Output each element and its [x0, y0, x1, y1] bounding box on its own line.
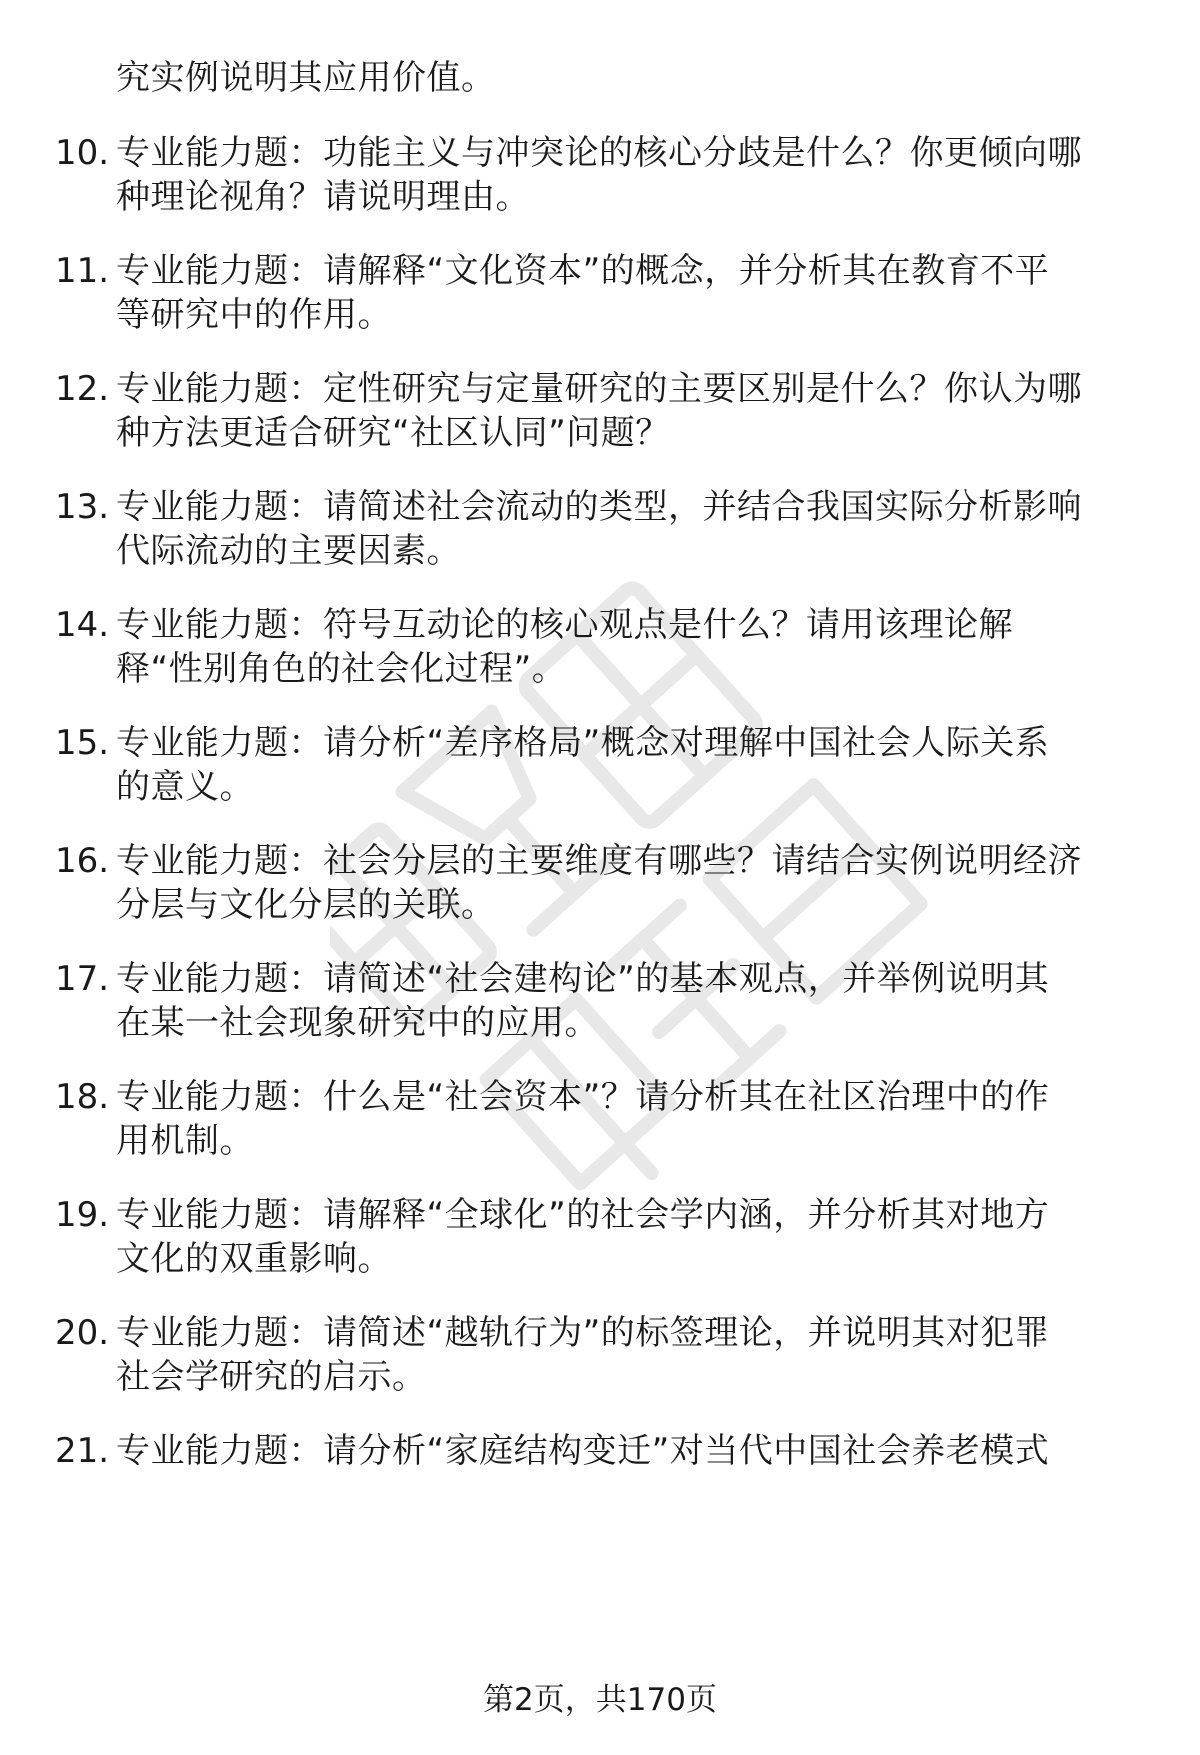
item-text-line: 专业能力题：请分析“差序格局”概念对理解中国社会人际关系 [116, 723, 1050, 763]
item-number: 17. [55, 959, 110, 999]
item-text-line: 用机制。 [116, 1121, 254, 1161]
item-text-line: 种理论视角？请说明理由。 [116, 177, 530, 217]
item-text-line: 分层与文化分层的关联。 [116, 885, 496, 925]
item-text-line: 专业能力题：请分析“家庭结构变迁”对当代中国社会养老模式 [116, 1431, 1050, 1471]
item-number: 10. [55, 133, 110, 173]
item-text-line: 专业能力题：请简述“社会建构论”的基本观点，并举例说明其 [116, 959, 1050, 999]
item-text-line: 专业能力题：符号互动论的核心观点是什么？请用该理论解 [116, 605, 1013, 645]
item-number: 18. [55, 1077, 110, 1117]
item-number: 12. [55, 369, 110, 409]
item-text-line: 专业能力题：功能主义与冲突论的核心分歧是什么？你更倾向哪 [116, 133, 1082, 173]
item-number: 14. [55, 605, 110, 645]
item-text-line: 专业能力题：请解释“全球化”的社会学内涵，并分析其对地方 [116, 1195, 1050, 1235]
continuation-text: 究实例说明其应用价值。 [116, 58, 496, 98]
page-footer: 第2页，共170页 [483, 1682, 717, 1718]
item-text-line: 文化的双重影响。 [116, 1239, 392, 1279]
item-number: 21. [55, 1431, 110, 1471]
item-text-line: 专业能力题：定性研究与定量研究的主要区别是什么？你认为哪 [116, 369, 1082, 409]
item-number: 13. [55, 487, 110, 527]
item-number: 20. [55, 1313, 110, 1353]
item-text-line: 在某一社会现象研究中的应用。 [116, 1003, 599, 1043]
item-text-line: 专业能力题：请简述社会流动的类型，并结合我国实际分析影响 [116, 487, 1082, 527]
item-text-line: 社会学研究的启示。 [116, 1357, 427, 1397]
item-number: 15. [55, 723, 110, 763]
item-number: 11. [55, 251, 110, 291]
item-text-line: 专业能力题：请解释“文化资本”的概念，并分析其在教育不平 [116, 251, 1050, 291]
item-number: 16. [55, 841, 110, 881]
item-text-line: 种方法更适合研究“社区认同”问题？ [116, 413, 670, 453]
item-number: 19. [55, 1195, 110, 1235]
item-text-line: 的意义。 [116, 767, 254, 807]
item-text-line: 等研究中的作用。 [116, 295, 392, 335]
item-text-line: 代际流动的主要因素。 [116, 531, 461, 571]
item-text-line: 专业能力题：请简述“越轨行为”的标签理论，并说明其对犯罪 [116, 1313, 1050, 1353]
item-text-line: 专业能力题：什么是“社会资本”？请分析其在社区治理中的作 [116, 1077, 1050, 1117]
item-text-line: 释“性别角色的社会化过程”。 [116, 649, 567, 689]
item-text-line: 专业能力题：社会分层的主要维度有哪些？请结合实例说明经济 [116, 841, 1082, 881]
